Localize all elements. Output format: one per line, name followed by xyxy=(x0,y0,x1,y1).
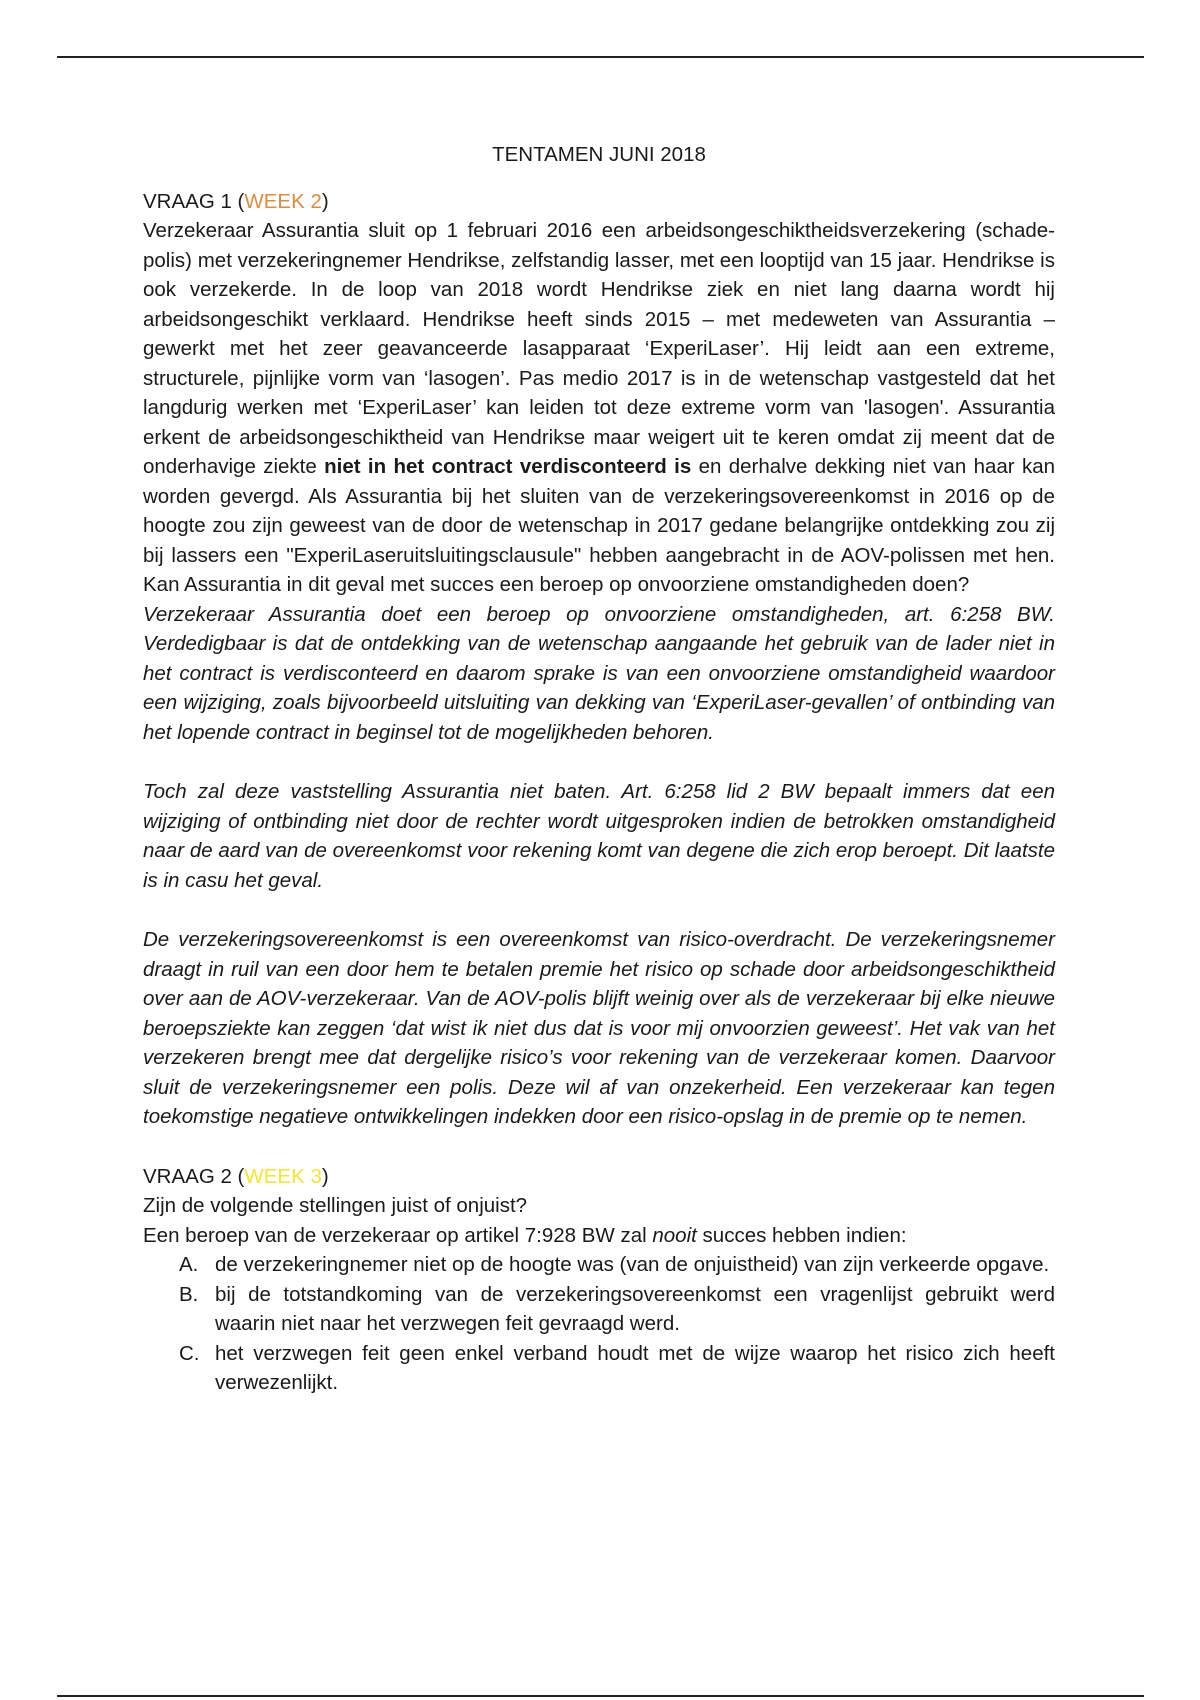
answer-1-paragraph-2: Toch zal deze vaststelling Assurantia niet baten. Art. 6:258 lid 2 BW bepaalt immers dat een wijziging of ontbinding niet door de rechter wordt uitgesproken indien de betrokken omstandigheid naar de aard van de overeenkomst voor rekening komt van degene die zich erop beroept. Dit laatste is in casu het geval. xyxy=(143,780,1055,892)
option-b-letter: B. xyxy=(179,1282,199,1306)
question-2-options xyxy=(143,1250,1055,1398)
answer-1-paragraph-3: De verzekeringsovereenkomst is een overeenkomst van risico-overdracht. De verzekeringsnemer draagt in ruil van een door hem te betalen premie het risico op schade door arbeidsongeschiktheid over aan de AOV-verzekeraar. Van de AOV-polis blijft weinig over als de verzekeraar bij elke nieuwe beroepsziekte kan zeggen ‘dat wist ik niet dus dat is voor mij onvoorzien geweest’. Het vak van het verzekeren brengt mee dat dergelijke risico’s voor rekening van de verzekeraar komen. Daarvoor sluit de verzekeringsnemer een polis. Deze wil af van onzekerheid. Een verzekeraar kan tegen toekomstige negatieve ontwikkelingen indekken door een risico-opslag in de premie op te nemen. xyxy=(143,928,1055,1128)
question-1-text-part-a: Verzekeraar Assurantia sluit op 1 februari 2016 een arbeidsongeschiktheidsverzekering (schade-polis) met verzekeringnemer Hendrikse, zelfstandig lasser, met een looptijd van 15 jaar. Hendrikse is ook verzekerde. In de loop van 2018 wordt Hendrikse ziek en niet lang daarna wordt hij arbeidsongeschikt verklaard. Hendrikse heeft sinds 2015 – met medeweten van Assurantia – gewerkt met het zeer geavanceerde lasapparaat ‘ExperiLaser’. Hij leidt aan een extreme, structurele, pijnlijke vorm van ‘lasogen’. Pas medio 2017 is in de wetenschap vastgesteld dat het langdurig werken met ‘ExperiLaser’ kan leiden tot deze extreme vorm van 'lasogen'. Assurantia erkent de arbeidsongeschiktheid van Hendrikse maar weigert uit te keren omdat zij meent dat de onderhavige ziekte xyxy=(143,219,1055,478)
question-2-close: ) xyxy=(321,1164,329,1188)
option-b-text: bij de totstandkoming van de verzekeringsovereenkomst een vragenlijst gebruikt werd waarin niet naar het verzwegen feit gevraagd werd. xyxy=(215,1282,1055,1335)
question-1-text xyxy=(143,216,1055,600)
document-body xyxy=(143,140,1055,1398)
option-c-letter: C. xyxy=(179,1341,200,1365)
option-a xyxy=(143,1250,1055,1280)
option-a-text: de verzekeringnemer niet op de hoogte was (van de onjuistheid) van zijn verkeerde opgave. xyxy=(215,1253,1050,1276)
question-1-label: VRAAG 1 ( xyxy=(143,189,245,213)
top-rule xyxy=(57,56,1144,58)
question-2-line-1: Zijn de volgende stellingen juist of onjuist? xyxy=(143,1194,528,1217)
option-c xyxy=(143,1339,1055,1398)
question-1-week: WEEK 2 xyxy=(244,189,322,213)
question-2-emphasis: nooit xyxy=(652,1223,697,1247)
question-2-line-2-b: succes hebben indien: xyxy=(696,1223,907,1247)
question-1-heading xyxy=(143,187,1055,217)
question-2-heading xyxy=(143,1162,1055,1192)
question-2-week: WEEK 3 xyxy=(244,1164,322,1188)
option-c-text: het verzwegen feit geen enkel verband houdt met de wijze waarop het risico zich heeft verwezenlijkt. xyxy=(215,1341,1055,1394)
question-2-line-2-a: Een beroep van de verzekeraar op artikel 7:928 BW zal xyxy=(143,1223,653,1247)
question-2-label: VRAAG 2 ( xyxy=(143,1164,245,1188)
bottom-rule xyxy=(57,1695,1144,1697)
question-1-close: ) xyxy=(321,189,329,213)
question-2-line-2 xyxy=(143,1221,1055,1251)
option-a-letter: A. xyxy=(179,1253,199,1276)
answer-1-paragraph-1: Verzekeraar Assurantia doet een beroep op onvoorziene omstandigheden, art. 6:258 BW. Verdedigbaar is dat de ontdekking van de wetenschap aangaande het gebruik van de lader niet in het contract is verdisconteerd en daarom sprake is van een onvoorziene omstandigheid waardoor een wijziging, zoals bijvoorbeeld uitsluiting van dekking van ‘ExperiLaser-gevallen’ of ontbinding van het lopende contract in beginsel tot de mogelijkheden behoren. xyxy=(143,602,1055,744)
option-b xyxy=(143,1280,1055,1339)
question-1-text-part-b: en derhalve dekking niet van haar kan worden gevergd. Als Assurantia bij het sluiten van de verzekeringsovereenkomst in 2016 op de hoogte zou zijn geweest van de door de wetenschap in 2017 gedane belangrijke ontdekking zou zij bij lassers een "ExperiLaseruitsluitingsclausule" hebben aangebracht in de AOV-polissen met hen. Kan Assurantia in dit geval met succes een beroep op onvoorziene omstandigheden doen? xyxy=(143,455,1056,596)
question-1-bold-phrase: niet in het contract verdisconteerd is xyxy=(324,455,692,478)
page-title: TENTAMEN JUNI 2018 xyxy=(492,143,706,166)
